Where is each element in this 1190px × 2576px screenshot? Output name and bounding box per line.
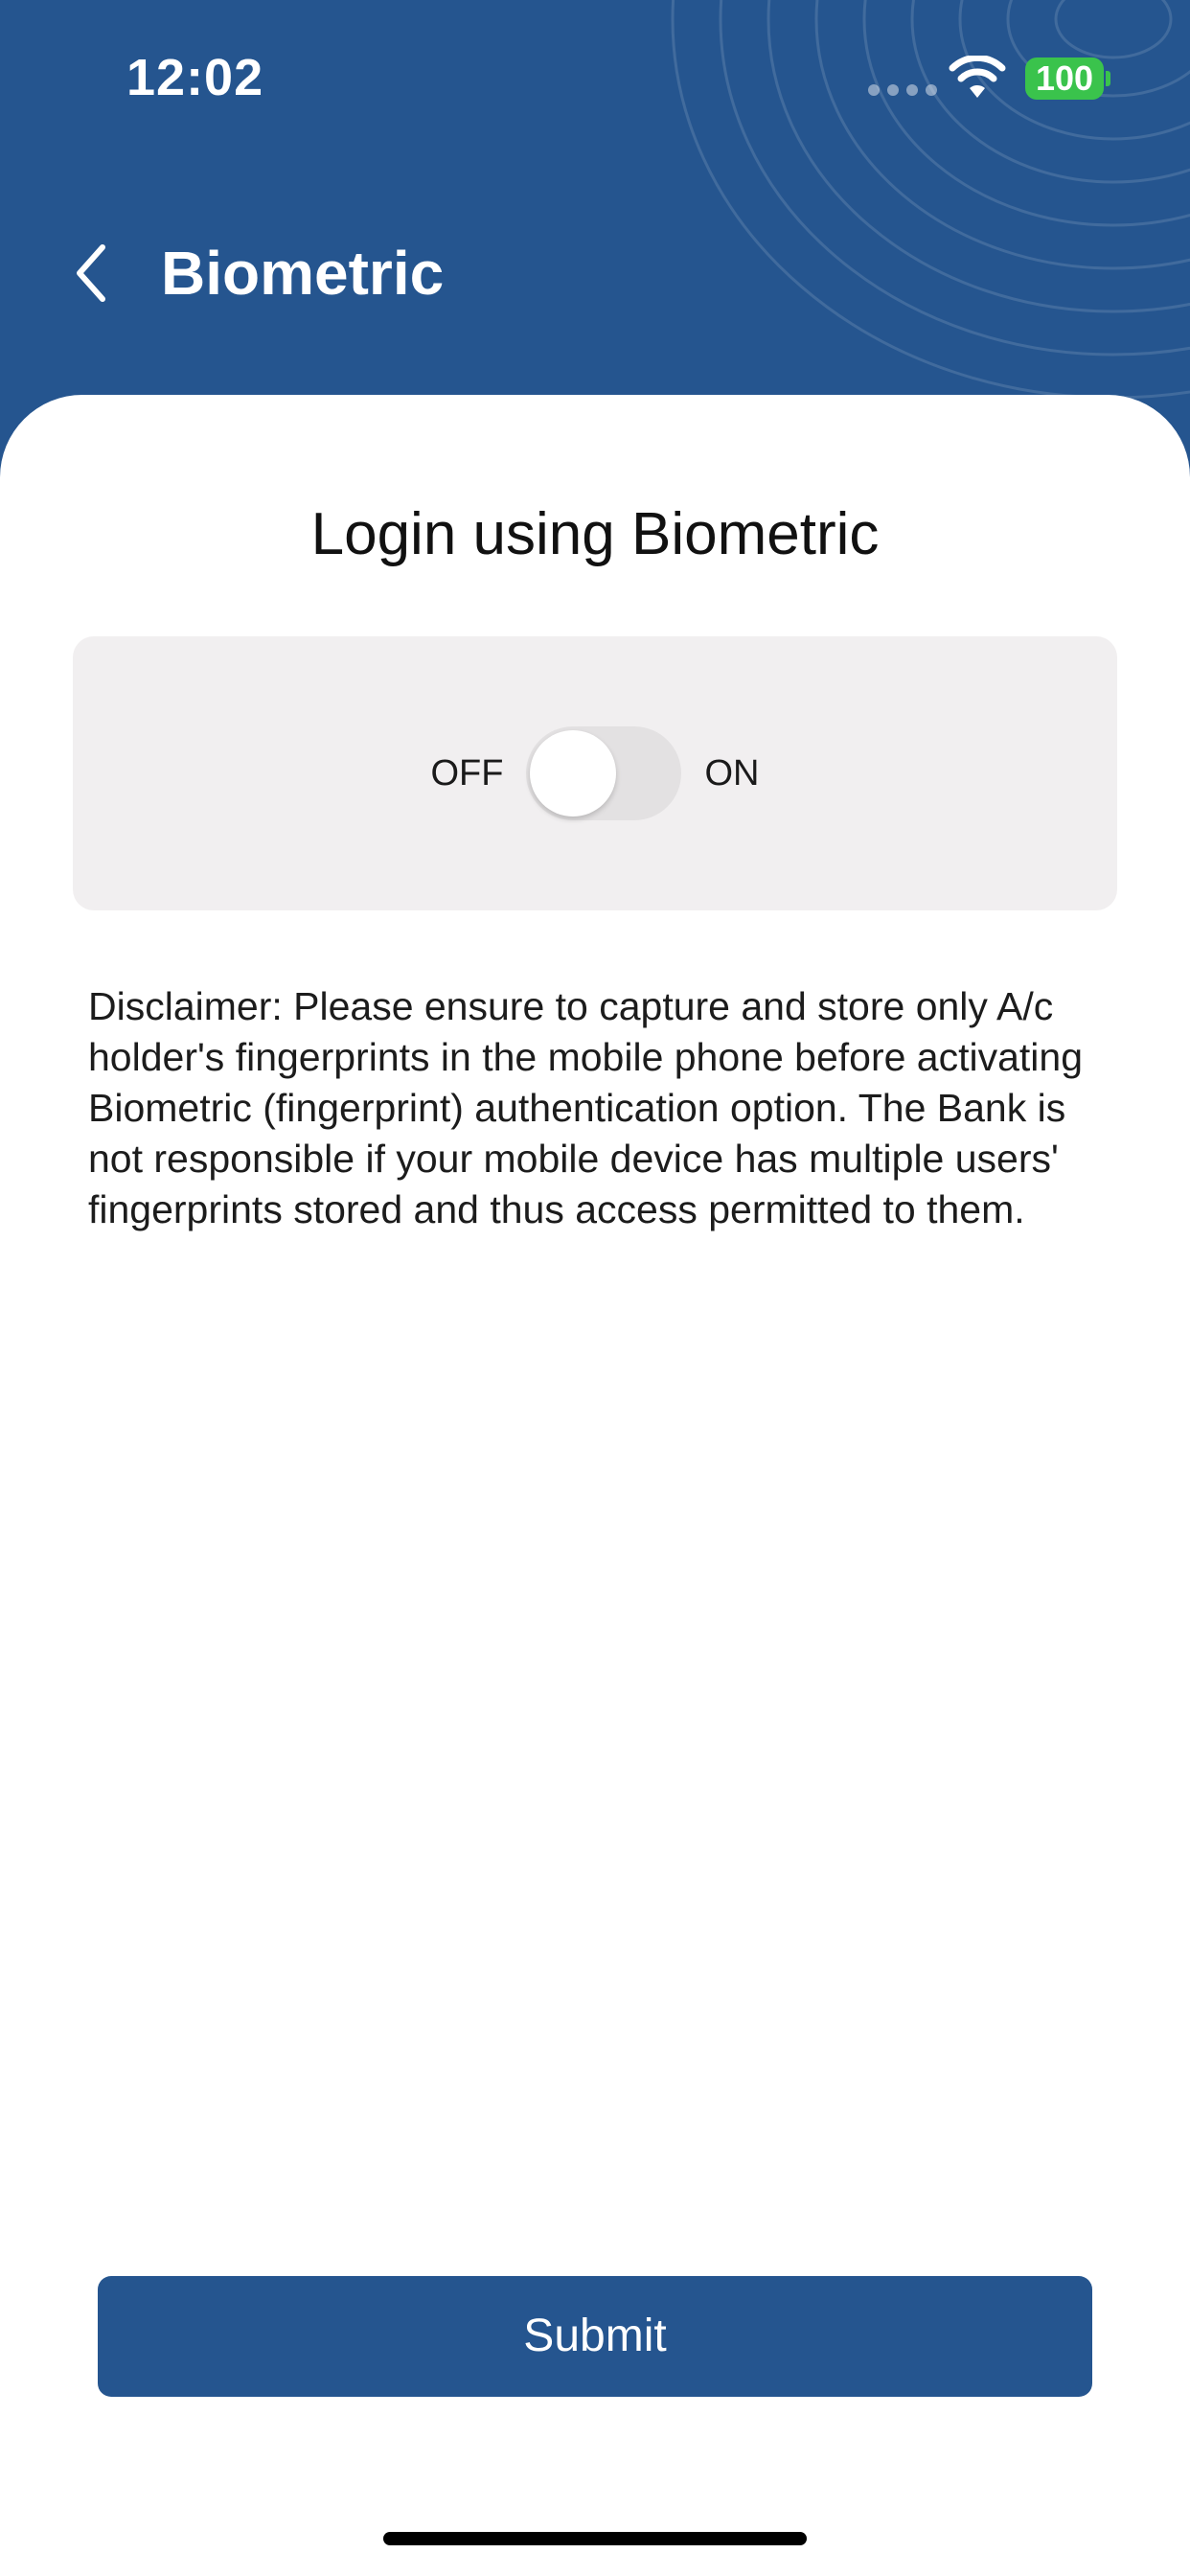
section-title: Login using Biometric: [310, 501, 880, 567]
chevron-left-icon: [70, 242, 112, 305]
toggle-off-label: OFF: [430, 752, 504, 794]
status-bar: [0, 0, 1190, 153]
back-button[interactable]: [48, 230, 134, 316]
cellular-signal-icon: [868, 84, 937, 96]
home-indicator: [383, 2532, 807, 2545]
battery-icon: 100: [1025, 58, 1104, 100]
disclaimer-text: Disclaimer: Please ensure to capture and store only A/c holder's fingerprints in the mobile phone before activating Biometric (fingerprint) authentication option. The Bank is not responsible if your mobile device has multiple users' fingerprints stored and thus access permitted to them.: [88, 984, 1084, 1231]
submit-button[interactable]: Submit: [98, 2276, 1092, 2397]
nav-bar: [0, 211, 1190, 335]
page-title: Biometric: [161, 239, 445, 308]
switch-knob: [530, 730, 616, 816]
biometric-toggle-panel: [73, 636, 1117, 910]
toggle-on-label: ON: [704, 752, 760, 794]
status-time: 12:02: [126, 49, 264, 106]
toggle-row: [73, 636, 1117, 910]
biometric-switch[interactable]: [526, 726, 681, 820]
wifi-icon: [949, 56, 1006, 100]
content-card: [0, 395, 1190, 2576]
battery-tip: [1106, 71, 1110, 86]
